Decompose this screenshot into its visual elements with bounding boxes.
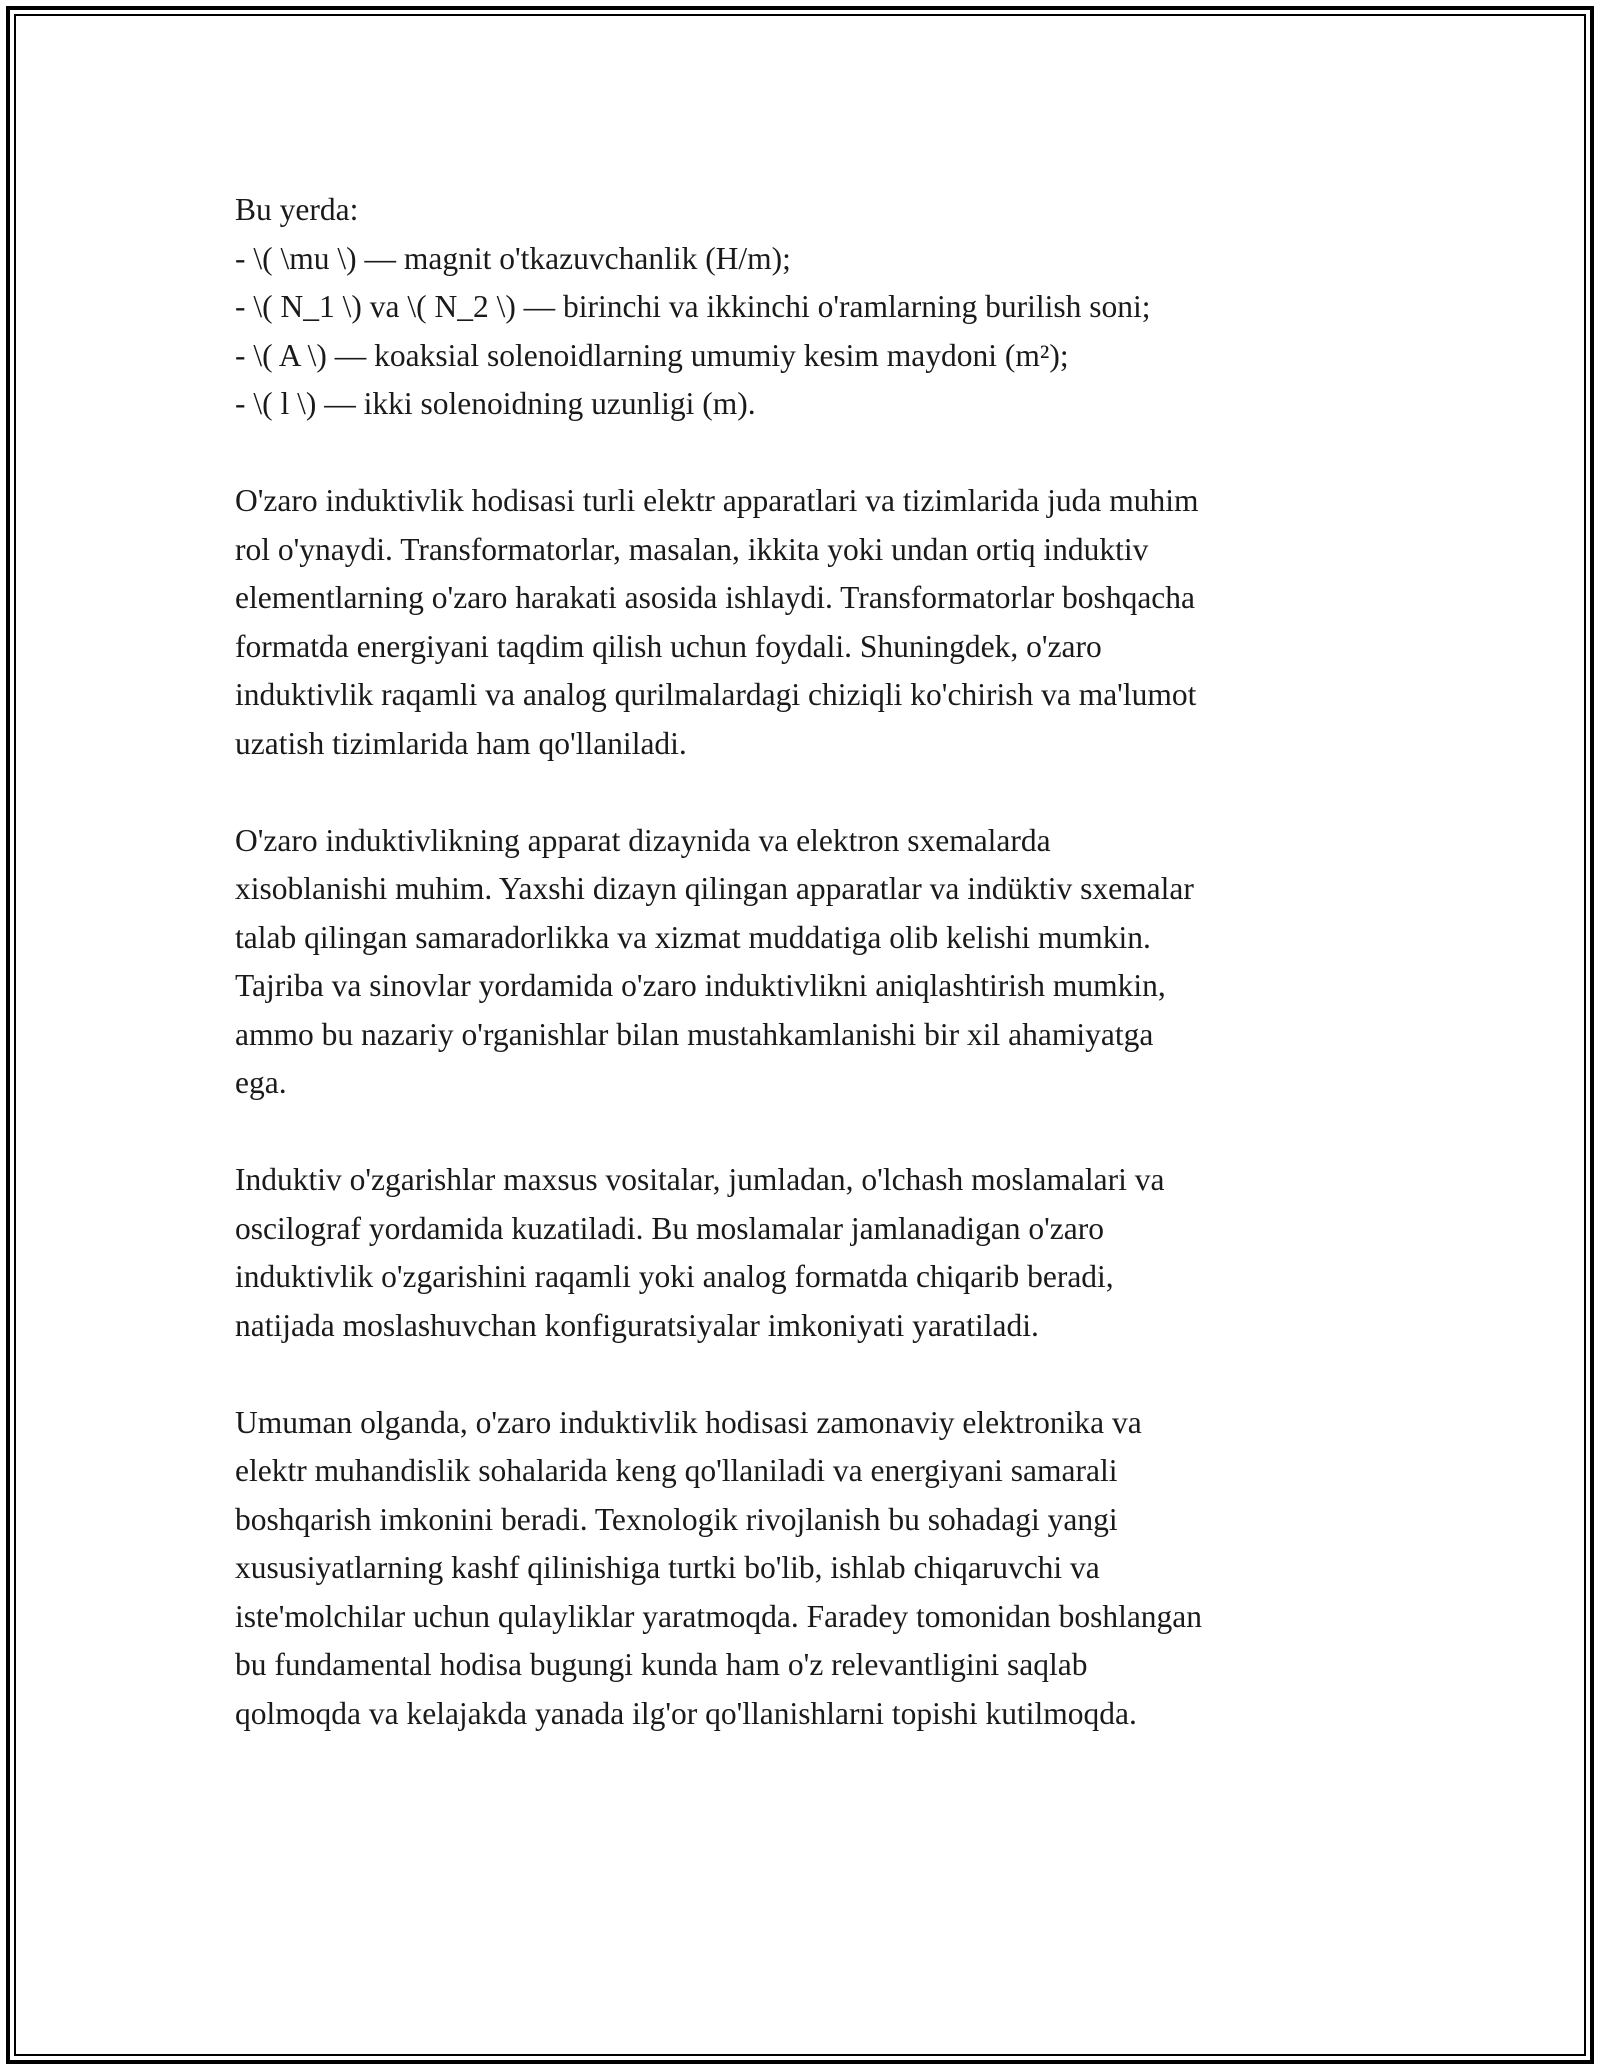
paragraph-line: boshqarish imkonini beradi. Texnologik rivojlanish bu sohadagi yangi [235, 1501, 1118, 1537]
paragraph-1 [235, 477, 1375, 768]
paragraph-line: elementlarning o'zaro harakati asosida ishlaydi. Transformatorlar boshqacha [235, 580, 1196, 615]
document-body [235, 186, 1375, 1787]
paragraph-line: rol o'ynaydi. Transformatorlar, masalan, ikkita yoki undan ortiq induktiv [235, 531, 1149, 567]
paragraph-line: iste'molchilar uchun qulayliklar yaratmoqda. Faradey tomonidan boshlangan [235, 1598, 1203, 1634]
paragraph-2 [235, 817, 1375, 1108]
paragraph-line: induktivlik o'zgarishini raqamli yoki analog formatda chiqarib beradi, [235, 1259, 1114, 1294]
paragraph-line: Umuman olganda, o'zaro induktivlik hodisasi zamonaviy elektronika va [235, 1404, 1142, 1440]
paragraph-line: O'zaro induktivlikning apparat dizaynida va elektron sxemalarda [235, 822, 1051, 858]
definition-item-mu: - \( \mu \) — magnit o'tkazuvchanlik (H/m); [235, 240, 791, 276]
definition-item-n: - \( N_1 \) va \( N_2 \) — birinchi va ikkinchi o'ramlarning burilish soni; [235, 289, 1151, 324]
paragraph-line: elektr muhandislik sohalarida keng qo'llaniladi va energiyani samarali [235, 1453, 1118, 1488]
paragraph-line: oscilograf yordamida kuzatiladi. Bu moslamalar jamlanadigan o'zaro [235, 1210, 1105, 1246]
paragraph-line: ega. [235, 1065, 287, 1100]
paragraph-line: xisoblanishi muhim. Yaxshi dizayn qilingan apparatlar va indüktiv sxemalar [235, 871, 1194, 906]
definition-item-a: - \( A \) — koaksial solenoidlarning umumiy kesim maydoni (m²); [235, 337, 1069, 373]
definitions-intro: Bu yerda: [235, 192, 359, 227]
paragraph-line: ammo bu nazariy o'rganishlar bilan mustahkamlanishi bir xil ahamiyatga [235, 1016, 1154, 1052]
paragraph-3 [235, 1156, 1375, 1350]
paragraph-line: formatda energiyani taqdim qilish uchun foydali. Shuningdek, o'zaro [235, 628, 1102, 664]
paragraph-4 [235, 1399, 1375, 1739]
paragraph-line: Induktiv o'zgarishlar maxsus vositalar, jumladan, o'lchash moslamalari va [235, 1162, 1165, 1197]
paragraph-line: bu fundamental hodisa bugungi kunda ham o'z relevantligini saqlab [235, 1647, 1088, 1682]
paragraph-line: induktivlik raqamli va analog qurilmalardagi chiziqli ko'chirish va ma'lumot [235, 677, 1197, 712]
definition-item-l: - \( l \) — ikki solenoidning uzunligi (m). [235, 386, 756, 421]
definitions-list [235, 186, 1375, 429]
paragraph-line: qolmoqda va kelajakda yanada ilg'or qo'llanishlarni topishi kutilmoqda. [235, 1695, 1137, 1731]
paragraph-line: O'zaro induktivlik hodisasi turli elektr apparatlari va tizimlarida juda muhim [235, 483, 1199, 518]
paragraph-line: talab qilingan samaradorlikka va xizmat muddatiga olib kelishi mumkin. [235, 919, 1151, 955]
paragraph-line: xususiyatlarning kashf qilinishiga turtki bo'lib, ishlab chiqaruvchi va [235, 1550, 1100, 1585]
paragraph-line: natijada moslashuvchan konfiguratsiyalar imkoniyati yaratiladi. [235, 1307, 1039, 1343]
paragraph-line: Tajriba va sinovlar yordamida o'zaro induktivlikni aniqlashtirish mumkin, [235, 968, 1166, 1003]
paragraph-line: uzatish tizimlarida ham qo'llaniladi. [235, 725, 687, 761]
